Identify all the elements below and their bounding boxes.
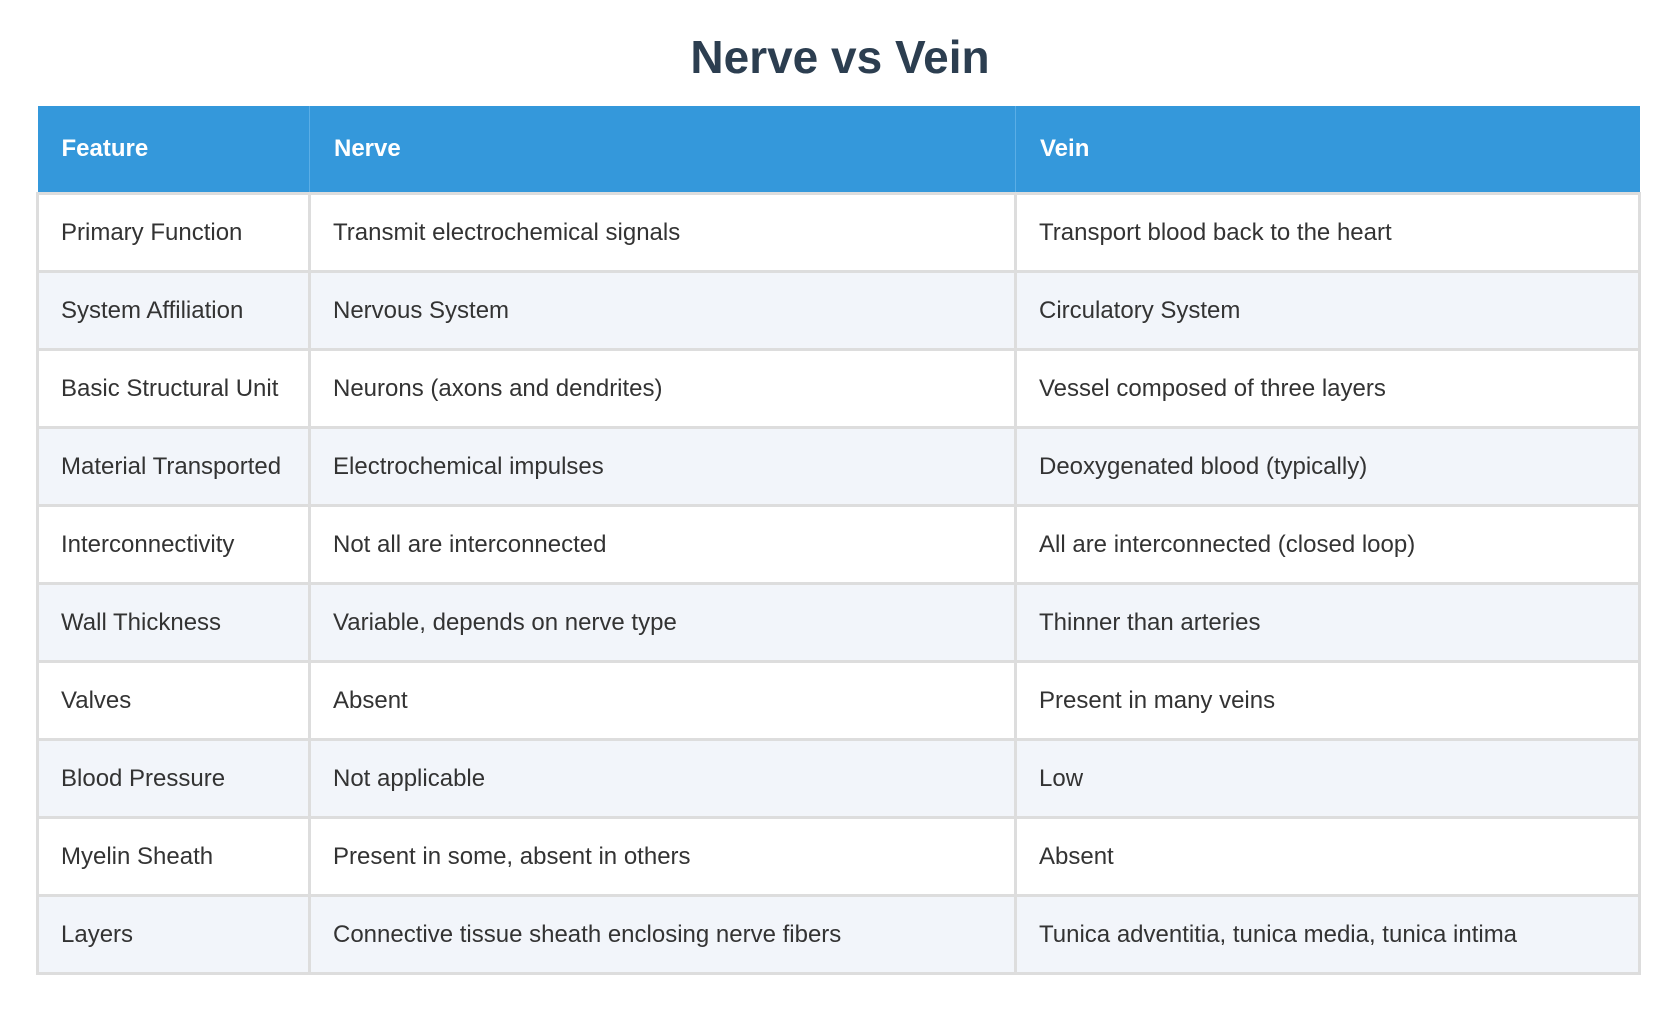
nerve-cell: Transmit electrochemical signals bbox=[310, 194, 1016, 272]
table-row bbox=[38, 272, 1640, 350]
table-row bbox=[38, 584, 1640, 662]
nerve-cell: Not applicable bbox=[310, 740, 1016, 818]
vein-cell: Deoxygenated blood (typically) bbox=[1016, 428, 1640, 506]
vein-cell: Transport blood back to the heart bbox=[1016, 194, 1640, 272]
nerve-cell: Not all are interconnected bbox=[310, 506, 1016, 584]
table-row bbox=[38, 428, 1640, 506]
table-header-row bbox=[38, 106, 1640, 194]
vein-cell: Vessel composed of three layers bbox=[1016, 350, 1640, 428]
nerve-cell: Electrochemical impulses bbox=[310, 428, 1016, 506]
nerve-cell: Nervous System bbox=[310, 272, 1016, 350]
column-header-nerve: Nerve bbox=[310, 106, 1016, 194]
table-row bbox=[38, 194, 1640, 272]
feature-cell: Blood Pressure bbox=[38, 740, 310, 818]
vein-cell: Present in many veins bbox=[1016, 662, 1640, 740]
nerve-cell: Absent bbox=[310, 662, 1016, 740]
feature-cell: Valves bbox=[38, 662, 310, 740]
feature-cell: Wall Thickness bbox=[38, 584, 310, 662]
table-row bbox=[38, 350, 1640, 428]
feature-cell: Primary Function bbox=[38, 194, 310, 272]
nerve-cell: Connective tissue sheath enclosing nerve fibers bbox=[310, 896, 1016, 974]
vein-cell: All are interconnected (closed loop) bbox=[1016, 506, 1640, 584]
vein-cell: Tunica adventitia, tunica media, tunica intima bbox=[1016, 896, 1640, 974]
table-row bbox=[38, 506, 1640, 584]
table-row bbox=[38, 662, 1640, 740]
feature-cell: Myelin Sheath bbox=[38, 818, 310, 896]
vein-cell: Thinner than arteries bbox=[1016, 584, 1640, 662]
page-title: Nerve vs Vein bbox=[690, 31, 990, 83]
vein-cell: Circulatory System bbox=[1016, 272, 1640, 350]
feature-cell: System Affiliation bbox=[38, 272, 310, 350]
feature-cell: Basic Structural Unit bbox=[38, 350, 310, 428]
table-row bbox=[38, 740, 1640, 818]
table-row bbox=[38, 896, 1640, 974]
feature-cell: Interconnectivity bbox=[38, 506, 310, 584]
vein-cell: Low bbox=[1016, 740, 1640, 818]
nerve-cell: Neurons (axons and dendrites) bbox=[310, 350, 1016, 428]
nerve-cell: Present in some, absent in others bbox=[310, 818, 1016, 896]
column-header-feature: Feature bbox=[38, 106, 310, 194]
feature-cell: Layers bbox=[38, 896, 310, 974]
comparison-table bbox=[36, 106, 1641, 975]
vein-cell: Absent bbox=[1016, 818, 1640, 896]
nerve-cell: Variable, depends on nerve type bbox=[310, 584, 1016, 662]
feature-cell: Material Transported bbox=[38, 428, 310, 506]
table-row bbox=[38, 818, 1640, 896]
column-header-vein: Vein bbox=[1016, 106, 1640, 194]
